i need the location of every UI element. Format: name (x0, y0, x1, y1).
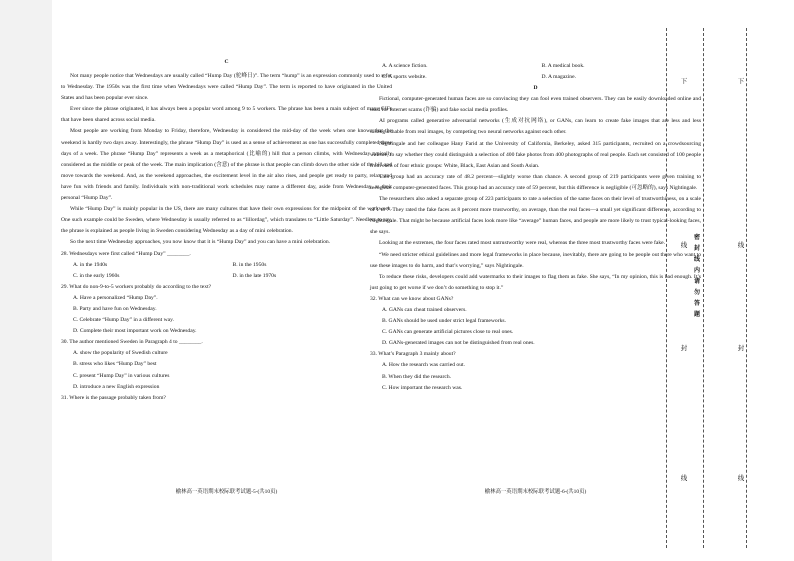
binding-outer-label-seal: 封 (737, 345, 745, 352)
question-28-options (61, 260, 392, 282)
binding-outer-label-line: 线 (737, 242, 745, 249)
left-margin-strip (0, 0, 52, 561)
passage-d-paragraph-5: The researchers also asked a separate group of 223 participants to rate a selection of the same faces on their level of trustworthiness, on a scale of 1 to 7. They rated the fake faces as 8 percent more trustworthy, on average, than the real faces—a small yet significant difference, according to Nightingale. That might be because artificial faces look more like “average” human faces, and people are more likely to trust typical-looking faces, she says. (370, 196, 701, 236)
section-d-title: D (533, 85, 538, 92)
page-right (370, 0, 701, 561)
passage-c-paragraph-3: Most people are working from Monday to Friday, therefore, Wednesday is considered the mid-day of the week when one knows that the weekend is hardly two days away. Interestingly, the phrase “Hump Day” is used as a sense of achievement as one has successfully completed three days of a week. The phrase “Hump Day” represents a week as a metaphorical (比喻的) hill that a person climbs, with Wednesday typically considered as the middle or peak of the week. The main implication (含意) of the phrase is that people can climb down the other side of the hill and move towards the weekend. And, as the weekend approaches, the excitement level in the air also rises, and people get ready to party, relax, and have fun with friends and family. Individuals with non-traditional work schedules may name a different day, aside from Wednesday, as their personal “Hump Day”. (61, 128, 392, 202)
binding-label-line: 线 (680, 475, 688, 482)
binding-label-seal: 封 (680, 345, 688, 352)
page-footer-left: 榆林高一英语期末校际联考试题-5-(共10页) (175, 489, 278, 495)
option-d: D. in the late 1970s (232, 272, 277, 279)
passage-c-paragraph-1: Not many people notice that Wednesdays are usually called “Hump Day (驼峰日)”. The term “hump” is an expression commonly used to refer to Wednesday. The 1950s was the first time when Wednesdays were called “Hump Day”. The term is reported to have originated in the United States and has been popular ever since. (61, 73, 392, 102)
option-b: B. stress who likes “Hump Day” best (73, 361, 157, 368)
binding-outer-label-line: 线 (737, 475, 745, 482)
page-left (61, 0, 392, 561)
option-c: C. A sports website. (382, 74, 427, 81)
option-a: A. show the popularity of Swedish culture (73, 350, 168, 357)
question-33-stem: 33. What’s Paragraph 3 mainly about? (370, 351, 456, 358)
page-footer-right: 榆林高一英语期末校际联考试题-6-(共10页) (484, 489, 587, 495)
option-c: C. present “Hump Day” in various cultures (73, 372, 170, 379)
binding-dashed-line (746, 28, 747, 548)
question-29-stem: 29. What do non-9-to-5 workers probably do according to the text? (61, 283, 212, 290)
option-c: C. in the early 1960s (73, 272, 120, 279)
option-a: A. GANs can cheat trained observers. (382, 306, 467, 313)
passage-d-paragraph-4: This group had an accuracy rate of 48.2 percent—slightly worse than chance. A second group of 219 participants were given training to recognize computer-generated faces. This group had an accuracy rate of 59 percent, but this difference is negligible (可忽略的), says Nightingale. (370, 173, 701, 191)
option-d: D. introduce a new English expression (73, 383, 160, 390)
option-a: A. in the 1940s (73, 261, 108, 268)
passage-d-paragraph-3: Nightingale and her colleague Hany Farid at the University of California, Berkeley, asked 315 participants, recruited on a crowdsourcing website, to say whether they could distinguish a selection of 400 fake photos from 400 photographs of real people. Each set consisted of 100 people from each of four ethnic groups: White, Black, East Asian and South Asian. (370, 140, 701, 169)
passage-d-paragraph-8: To reduce these risks, developers could add watermarks to their images to flag them as fake. She says, “In my opinion, this is bad enough. It’s just going to get worse if we don’t do something to stop it.” (370, 273, 701, 291)
option-b: B. GANs should be used under strict legal frameworks. (382, 318, 506, 325)
binding-margin (666, 28, 794, 548)
option-d: D. GANs-generated images can not be distinguished from real ones. (382, 340, 535, 347)
passage-d-paragraph-7: “We need stricter ethical guidelines and more legal frameworks in place because, inevitably, there are going to be people out there who want to use these images to do harm, and that’s worrying,” says Nightingale. (370, 251, 701, 269)
question-31-options (370, 61, 701, 83)
passage-d-paragraph-6: Looking at the extremes, the four faces rated most untrustworthy were real, whereas the three most trustworthy faces were fake. (378, 240, 666, 247)
passage-c-paragraph-5: So the next time Wednesday approaches, you now know that it is “Hump Day” and you can have a mini celebration. (69, 239, 331, 246)
binding-dashed-line (666, 28, 667, 548)
option-a: A. Have a personalized “Hump Day”. (73, 294, 158, 301)
binding-label-top: 下 (680, 78, 688, 85)
section-c-title: C (224, 59, 229, 65)
binding-dashed-line (703, 28, 704, 548)
option-b: B. Party and have fun on Wednesday. (73, 305, 157, 312)
question-30-stem: 30. The author mentioned Sweden in Paragraph 4 to ________. (61, 339, 203, 346)
binding-outer-label-top: 下 (737, 78, 745, 85)
seal-warning-note (693, 233, 701, 321)
option-a: A. A science fiction. (382, 63, 428, 69)
option-b: B. A medical book. (541, 63, 585, 69)
option-b: B. in the 1950s (232, 261, 267, 268)
passage-c-paragraph-4: While “Hump Day” is mainly popular in the US, there are many cultures that have their own expressions for the midpoint of the workweek. One such example could be Sweden, where Wednesday is usually referred to as “lillordag”, which translates to “Little Saturday”. Needless to say, the phrase is explained as people living in Sweden considering Wednesday as a day of mini celebration. (61, 206, 392, 235)
option-d: D. A magazine. (541, 74, 576, 81)
question-31-stem: 31. Where is the passage probably taken from? (61, 394, 166, 401)
option-a: A. How the research was carried out. (382, 362, 465, 369)
passage-c-paragraph-2: Ever since the phrase originated, it has always been a popular word among 9 to 5 workers. The phrase has been a main subject of many GIFs that have been shared across social media. (61, 106, 392, 124)
option-c: C. How important the research was. (382, 384, 463, 391)
question-32-stem: 32. What can we know about GANs? (370, 295, 454, 302)
passage-d-paragraph-2: AI programs called generative adversarial networks (生成对抗网络), or GANs, can learn to create fake images that are less and less distinguishable from real images, by competing two neural networks against each other. (370, 118, 701, 136)
option-c: C. GANs can generate artificial pictures close to real ones. (382, 329, 514, 336)
passage-d-paragraph-1: Fictional, computer-generated human faces are so convincing they can fool even trained observers. They can be easily downloaded online and used for Internet scams (诈骗) and fake social media profiles. (370, 96, 701, 114)
question-28-stem: 28. Wednesdays were first called “Hump Day” ________. (61, 250, 191, 257)
option-b: B. When they did the research. (382, 373, 452, 380)
binding-label-line: 线 (680, 242, 688, 249)
seal-warning-text: 密 封 线 内 请 勿 答 题 (693, 235, 700, 318)
option-d: D. Complete their most important work on Wednesday. (73, 328, 197, 335)
option-c: C. Celebrate “Hump Day” in a different way. (73, 317, 174, 324)
